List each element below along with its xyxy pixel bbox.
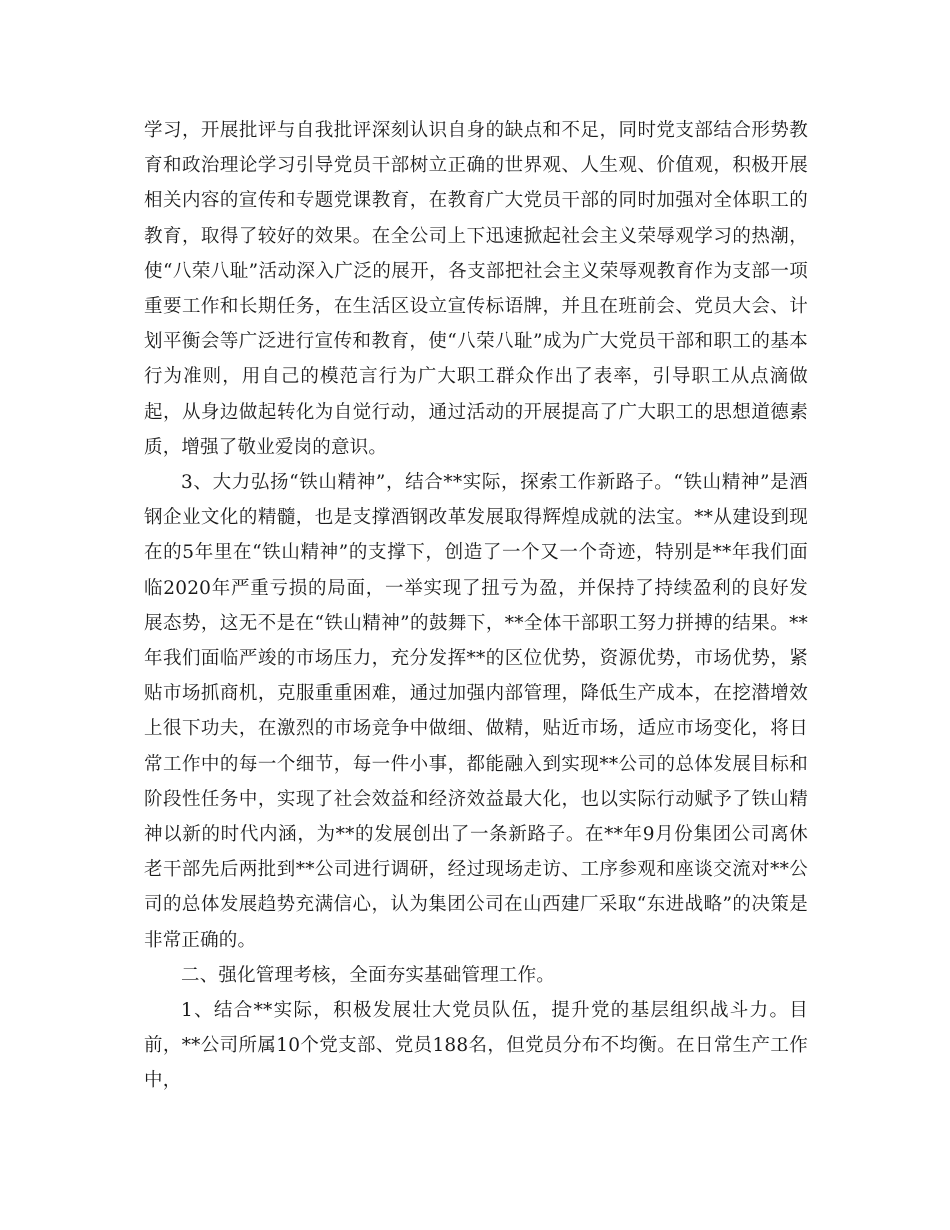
section-heading-management: 二、强化管理考核，全面夯实基础管理工作。 [181,964,556,986]
paragraph-iron-mountain-spirit: 3、大力弘扬“铁山精神”，结合**实际，探索工作新路子。“铁山精神”是酒钢企业文化的精髓，也是支撑酒钢改革发展取得辉煌成就的法宝。**从建设到现在的5年里在“铁山精神”的支撑下，创造了一个又一个奇迹，特别是**年我们面临2020年严重亏损的局面，一举实现了扭亏为盈，并保持了持续盈利的良好发展态势，这无不是在“铁山精神”的鼓舞下，**全体干部职工努力拼搏的结果。**年我们面临严竣的市场压力，充分发挥**的区位优势，资源优势，市场优势，紧贴市场抓商机，克服重重困难，通过加强内部管理，降低生产成本，在挖潜增效上很下功夫，在激烈的市场竞争中做细、做精，贴近市场，适应市场变化，将日常工作中的每一个细节，每一件小事，都能融入到实现**公司的总体发展目标和阶段性任务中，实现了社会效益和经济效益最大化，也以实际行动赋予了铁山精神以新的时代内涵，为**的发展创出了一条新路子。在**年9月份集团公司离休老干部先后两批到**公司进行调研，经过现场走访、工序参观和座谈交流对**公司的总体发展趋势充满信心，认为集团公司在山西建厂采取“东进战略”的决策是非常正确的。 [144,472,808,951]
document-body [144,113,808,1099]
paragraph-party-members: 1、结合**实际，积极发展壮大党员队伍，提升党的基层组织战斗力。目前，**公司所属10个党支部、党员188名，但党员分布不均衡。在日常生产工作中， [144,1000,808,1092]
paragraph-continued: 学习，开展批评与自我批评深刻认识自身的缺点和不足，同时党支部结合形势教育和政治理论学习引导党员干部树立正确的世界观、人生观、价值观，积极开展相关内容的宣传和专题党课教育，在教育广大党员干部的同时加强对全体职工的教育，取得了较好的效果。在全公司上下迅速掀起社会主义荣辱观学习的热潮，使“八荣八耻”活动深入广泛的展开，各支部把社会主义荣辱观教育作为支部一项重要工作和长期任务，在生活区设立宣传标语牌，并且在班前会、党员大会、计划平衡会等广泛进行宣传和教育，使“八荣八耻”成为广大党员干部和职工的基本行为准则，用自己的模范言行为广大职工群众作出了表率，引导职工从点滴做起，从身边做起转化为自觉行动，通过活动的开展提高了广大职工的思想道德素质，增强了敬业爱岗的意识。 [144,120,808,458]
